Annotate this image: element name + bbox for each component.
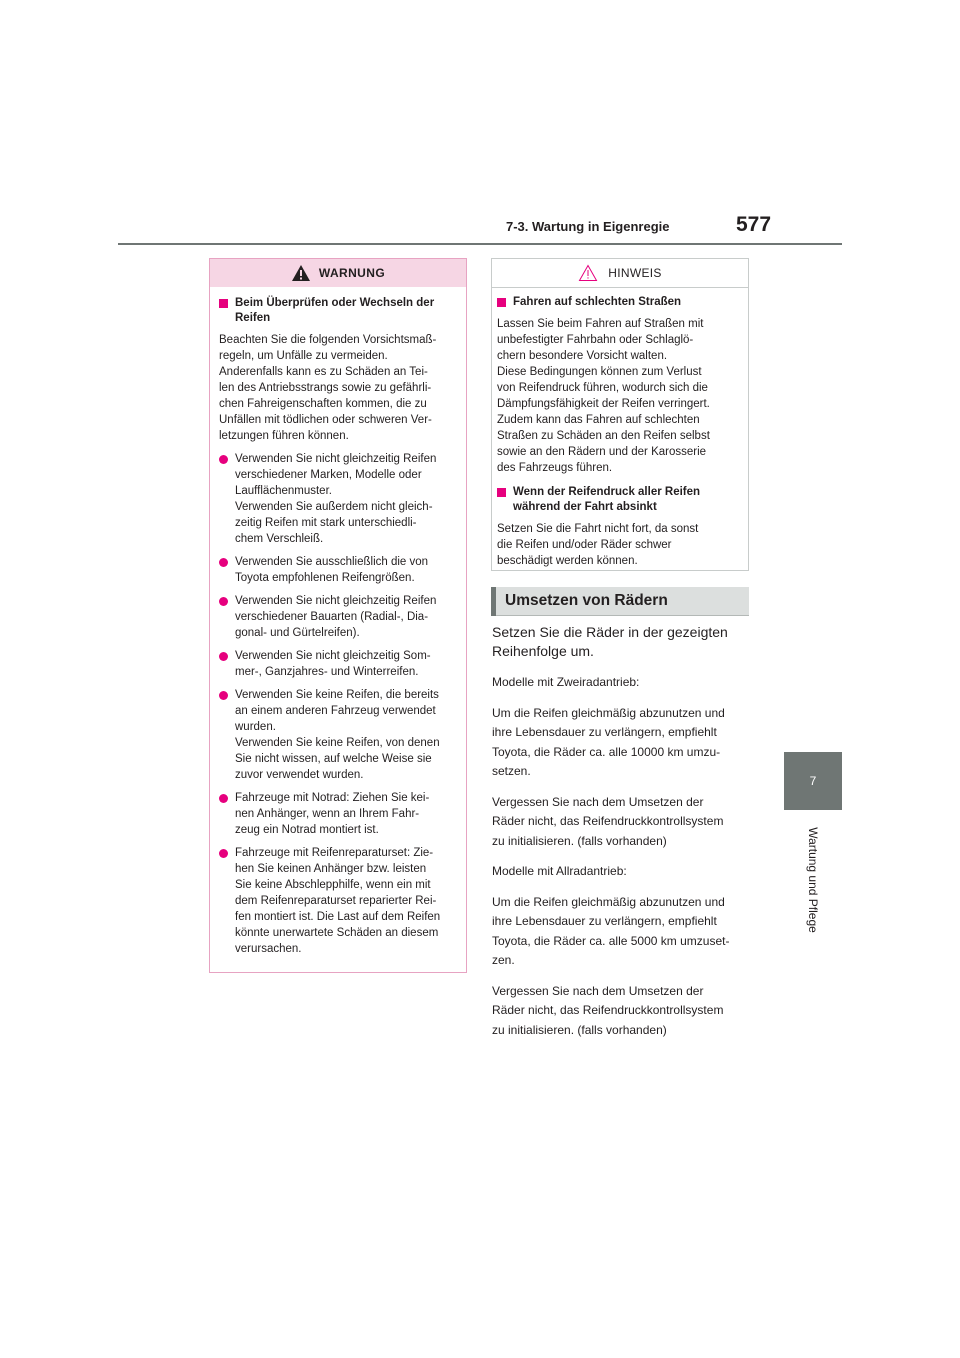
warning-bullet	[219, 593, 457, 641]
section-paragraph: Um die Reifen gleichmäßig abzunutzen und ihre Lebensdauer zu verlängern, empfiehlt Toyota, die Räder ca. alle 5000 km umzuset- zen.	[492, 894, 730, 967]
warning-bullet	[219, 554, 457, 586]
note-title: HINWEIS	[608, 266, 662, 280]
warning-title: WARNUNG	[318, 266, 386, 280]
bullet-dot-icon	[219, 849, 228, 858]
section-body	[492, 623, 754, 1051]
section-paragraph: Vergessen Sie nach dem Umsetzen der Räder nicht, das Reifendruckkontrollsystem zu initialisieren. (falls vorhanden)	[492, 794, 724, 848]
warning-bullet-text: Verwenden Sie nicht gleichzeitig Reifen verschiedener Bauarten (Radial-, Dia- gonal- und Gürtelreifen).	[235, 595, 437, 639]
section-heading	[491, 587, 749, 616]
page-number: 577	[736, 213, 772, 236]
section-heading-text: Umsetzen von Rädern	[505, 592, 668, 609]
section-title: 7-3. Wartung in Eigenregie	[506, 219, 670, 234]
square-bullet-icon	[219, 299, 228, 308]
warning-bullet-text: Fahrzeuge mit Notrad: Ziehen Sie kei- nen Anhänger, wenn an Ihrem Fahr- zeug ein Notrad montiert ist.	[235, 792, 430, 836]
caution-triangle-icon	[578, 264, 598, 282]
note-heading-text: Wenn der Reifendruck aller Reifen während der Fahrt absinkt	[513, 486, 701, 513]
warning-heading	[219, 296, 457, 326]
warning-bullet-text: Verwenden Sie nicht gleichzeitig Som- mer-, Ganzjahres- und Winterreifen.	[235, 650, 431, 678]
section-paragraph: Modelle mit Allradantrieb:	[492, 864, 627, 878]
note-header	[492, 259, 748, 288]
chapter-label: Wartung und Pflege	[806, 827, 820, 933]
bullet-dot-icon	[219, 652, 228, 661]
header-rule	[118, 243, 842, 245]
section-paragraph: Vergessen Sie nach dem Umsetzen der Räder nicht, das Reifendruckkontrollsystem zu initialisieren. (falls vorhanden)	[492, 983, 724, 1037]
chapter-number: 7	[809, 774, 817, 788]
note-paragraph: Setzen Sie die Fahrt nicht fort, da sonst die Reifen und/oder Räder schwer beschädigt werden können.	[497, 523, 699, 567]
warning-triangle-icon	[291, 264, 311, 282]
warning-intro: Beachten Sie die folgenden Vorsichtsmaß- regeln, um Unfälle zu vermeiden. Anderenfalls kann es zu Schäden an Tei- len des Antriebsstrangs sowie zu gefährli- chen Fahreigenschaften kommen, die zu Unfällen mit tödlichen oder schweren Ver- letzungen führen können.	[219, 334, 437, 442]
note-heading	[497, 295, 743, 310]
warning-bullet-text: Fahrzeuge mit Reifenreparaturset: Zie- hen Sie keinen Anhänger bzw. leisten Sie keine Abschlepphilfe, wenn ein mit dem Reifenreparaturset reparierter Rei- fen montiert ist. Die Last auf dem Reifen könnte unerwartete Schäden an diesem verursachen.	[235, 847, 441, 955]
bullet-dot-icon	[219, 794, 228, 803]
note-paragraph: Lassen Sie beim Fahren auf Straßen mit unbefestigter Fahrbahn oder Schlaglö- chern besondere Vorsicht walten. Diese Bedingungen können zum Verlust von Reifendruck führen, wodurch sich die Dämpfungsfähigkeit der Reifen verringert. Zudem kann das Fahren auf schlechten Straßen zu Schäden an den Reifen selbst sowie an den Rädern und der Karosserie des Fahrzeugs führen.	[497, 318, 710, 474]
warning-bullet	[219, 648, 457, 680]
chapter-tab	[784, 752, 842, 810]
section-paragraph: Modelle mit Zweiradantrieb:	[492, 675, 640, 689]
square-bullet-icon	[497, 298, 506, 307]
warning-bullet	[219, 687, 457, 783]
warning-bullet	[219, 451, 457, 547]
warning-box	[209, 258, 467, 973]
warning-header	[210, 259, 466, 287]
note-heading	[497, 485, 743, 515]
warning-bullet	[219, 845, 457, 957]
note-box	[491, 258, 749, 571]
note-heading-text: Fahren auf schlechten Straßen	[513, 296, 682, 308]
section-lead: Setzen Sie die Räder in der gezeigten Reihenfolge um.	[492, 624, 728, 659]
warning-bullet-text: Verwenden Sie ausschließlich die von Toyota empfohlenen Reifengrößen.	[235, 556, 429, 584]
bullet-dot-icon	[219, 597, 228, 606]
warning-bullet-list	[219, 451, 457, 957]
section-accent	[491, 587, 496, 616]
square-bullet-icon	[497, 488, 506, 497]
section-paragraph: Um die Reifen gleichmäßig abzunutzen und ihre Lebensdauer zu verlängern, empfiehlt Toyota, die Räder ca. alle 10000 km umzu- setzen.	[492, 705, 725, 778]
warning-heading-text: Beim Überprüfen oder Wechseln der Reifen	[235, 297, 435, 324]
bullet-dot-icon	[219, 691, 228, 700]
warning-bullet	[219, 790, 457, 838]
warning-bullet-text: Verwenden Sie nicht gleichzeitig Reifen verschiedener Marken, Modelle oder Laufflächenmuster. Verwenden Sie außerdem nicht gleich- zeitig Reifen mit stark unterschiedli- chem Verschleiß.	[235, 453, 437, 545]
bullet-dot-icon	[219, 455, 228, 464]
bullet-dot-icon	[219, 558, 228, 567]
warning-bullet-text: Verwenden Sie keine Reifen, die bereits an einem anderen Fahrzeug verwendet wurden. Verwenden Sie keine Reifen, von denen Sie nicht wissen, auf welche Weise sie zuvor verwendet wurden.	[235, 689, 440, 781]
